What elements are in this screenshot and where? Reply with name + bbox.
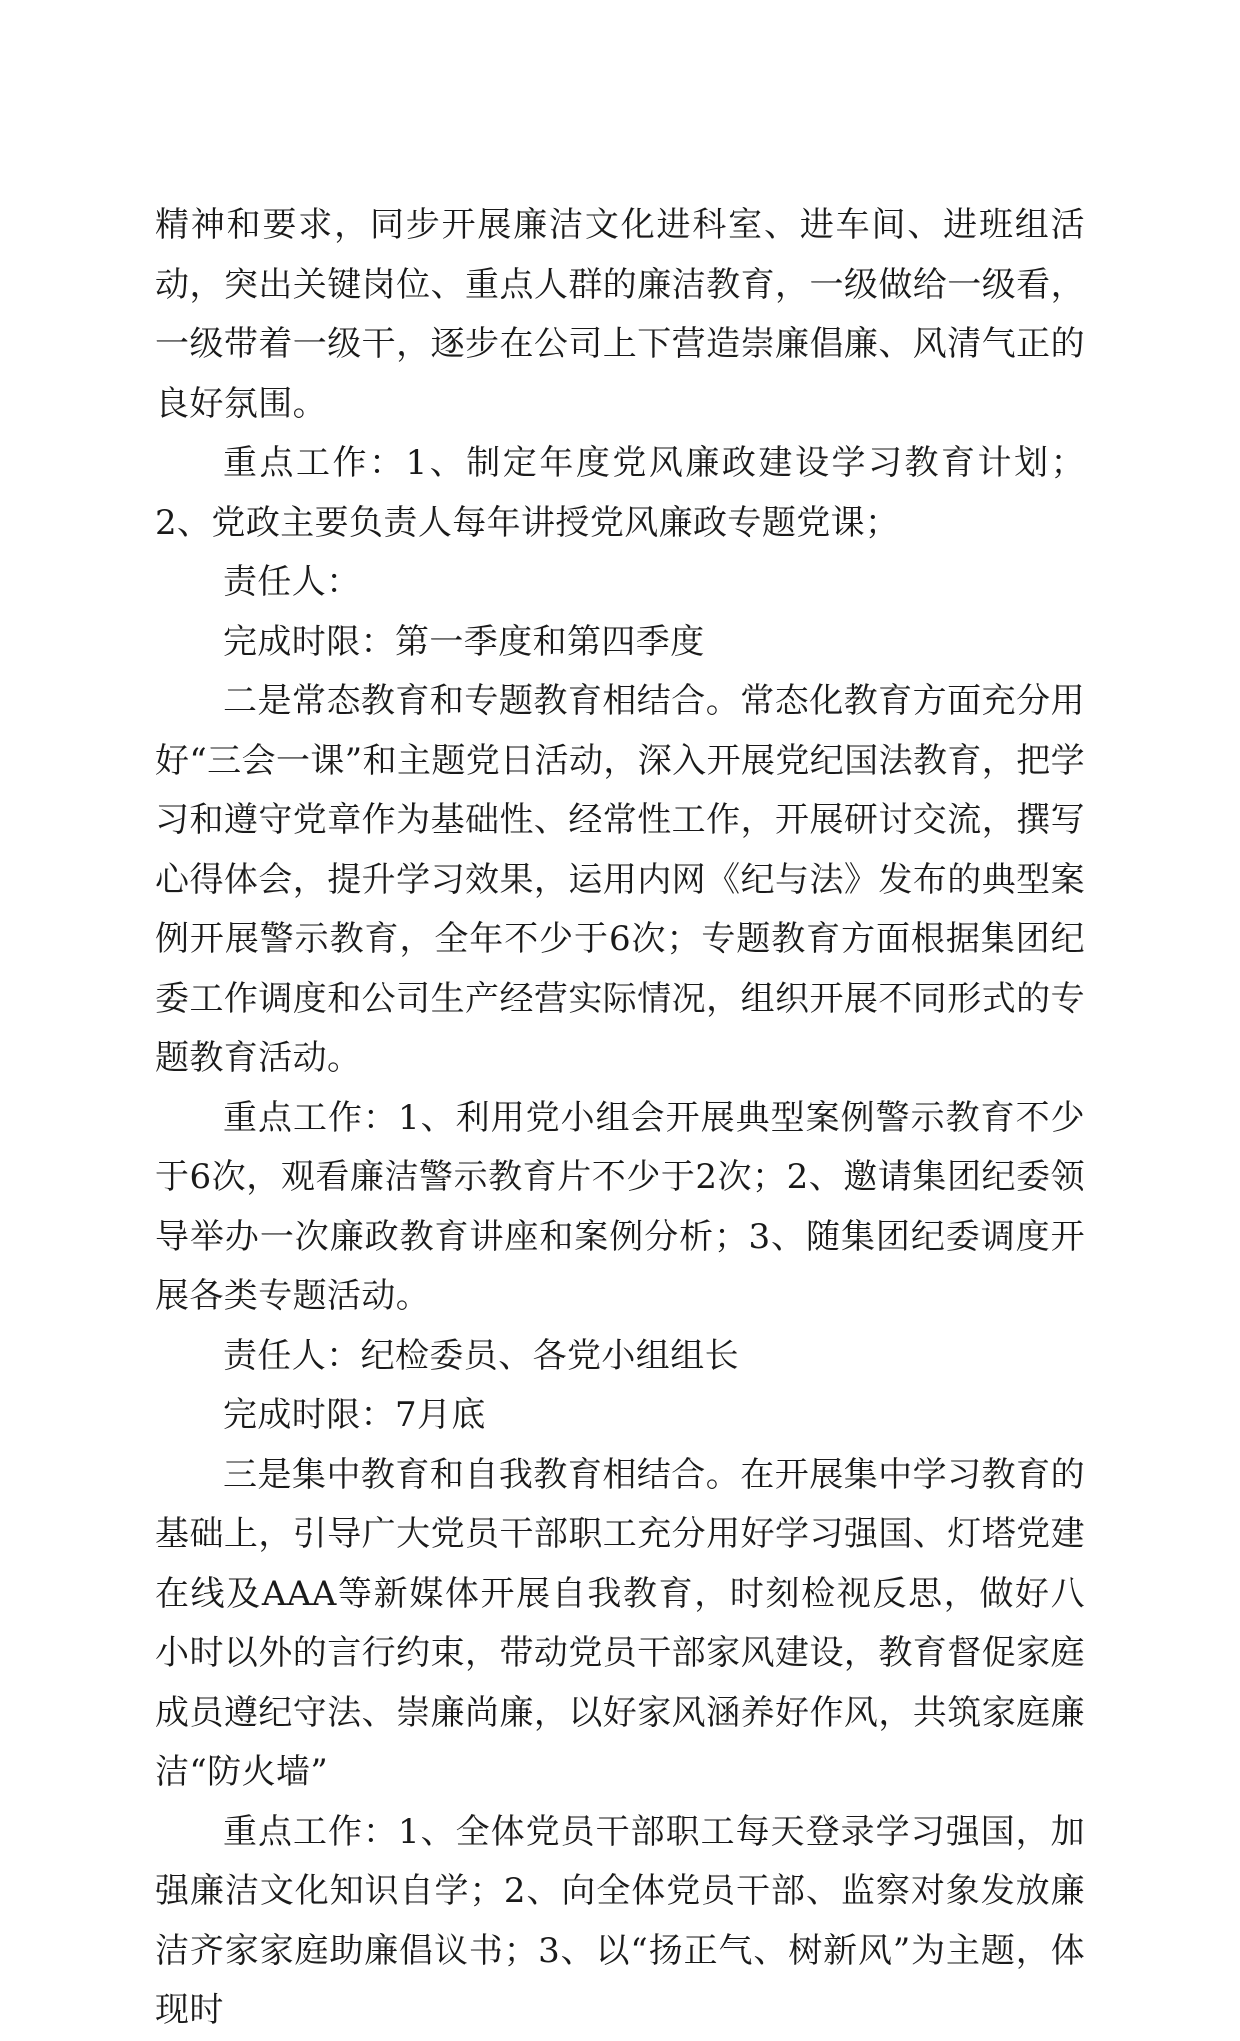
paragraph-education-intro-continued: 精神和要求，同步开展廉洁文化进科室、进车间、进班组活动，突出关键岗位、重点人群的廉洁教育，一级做给一级看，一级带着一级干，逐步在公司上下营造崇廉倡廉、风清气正的良好氛围。 <box>155 205 1085 424</box>
document-page <box>155 196 1085 2041</box>
paragraph-responsible-person-1: 责任人： <box>223 562 361 602</box>
paragraph-key-work-3: 重点工作：1、全体党员干部职工每天登录学习强国，加强廉洁文化知识自学；2、向全体党员干部、监察对象发放廉洁齐家家庭助廉倡议书；3、以“扬正气、树新风”为主题，体现时 <box>155 1811 1085 2030</box>
paragraph-key-work-2: 重点工作：1、利用党小组会开展典型案例警示教育不少于6次，观看廉洁警示教育片不少于2次；2、邀请集团纪委领导举办一次廉政教育讲座和案例分析；3、随集团纪委调度开展各类专题活动。 <box>155 1097 1085 1316</box>
paragraph-responsible-person-2: 责任人：纪检委员、各党小组组长 <box>223 1335 739 1376</box>
paragraph-section-2-regular-special-education: 二是常态教育和专题教育相结合。常态化教育方面充分用好“三会一课”和主题党日活动，深入开展党纪国法教育，把学习和遵守党章作为基础性、经常性工作，开展研讨交流，撰写心得体会，提升学习效果，运用内网《纪与法》发布的典型案例开展警示教育，全年不少于6次；专题教育方面根据集团纪委工作调度和公司生产经营实际情况，组织开展不同形式的专题教育活动。 <box>155 681 1085 1078</box>
paragraph-section-3-collective-self-education: 三是集中教育和自我教育相结合。在开展集中学习教育的基础上，引导广大党员干部职工充分用好学习强国、灯塔党建在线及AAA等新媒体开展自我教育，时刻检视反思，做好八小时以外的言行约束，带动党员干部家风建设，教育督促家庭成员遵纪守法、崇廉尚廉，以好家风涵养好作风，共筑家庭廉洁“防火墙” <box>155 1454 1085 1792</box>
paragraph-deadline-2: 完成时限：7月底 <box>223 1395 486 1435</box>
paragraph-deadline-1: 完成时限：第一季度和第四季度 <box>223 621 705 662</box>
paragraph-key-work-1: 重点工作：1、制定年度党风廉政建设学习教育计划；2、党政主要负责人每年讲授党风廉政专题党课； <box>155 443 1085 543</box>
